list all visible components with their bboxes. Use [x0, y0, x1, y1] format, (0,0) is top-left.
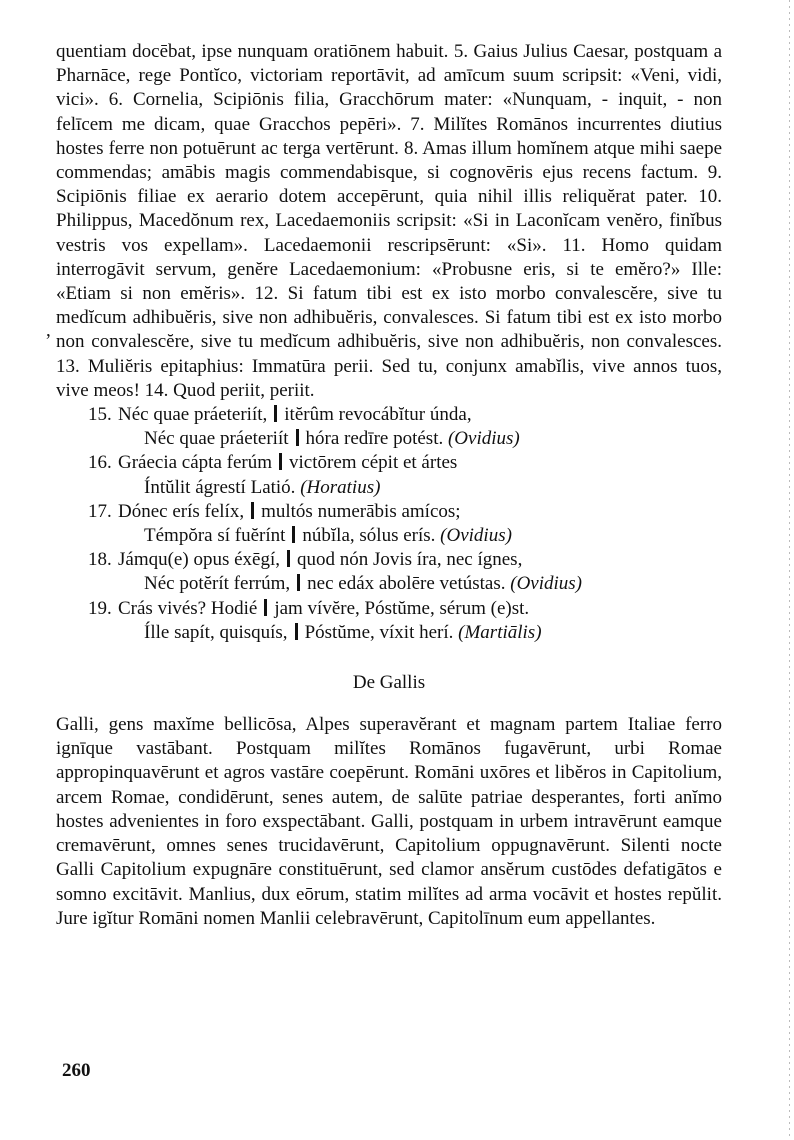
paragraph-sentences: quentiam docēbat, ipse nunquam oratiōnem habuit. 5. Gaius Julius Caesar, postquam a Pharnāce, rege Pontĭco, victoriam reportāvit, ad amīcum suum scripsit: «Veni, vidi, vici». 6. Cornelia, Scipiōnis filia, Gracchōrum mater: «Nunquam, - inquit, - non felīcem me dicam, quae Gracchos pepēri». 7. Milĭtes Romānos incurrentes diutius hostes ferre non potuērunt ac terga vertērunt. 8. Amas illum homĭnem atque mihi saepe commendas; amābis magis commendabisque, si cognovēris ejus recens factum. 9. Scipiōnis filiae ex aerario dotem accepērunt, quia nihil illis reliquĕrat pater. 10. Philippus, Macedŏnum rex, Lacedaemoniis scripsit: «Si in Laconĭcam venĕro, finĭbus vestris vos expellam». Lacedaemonii rescripsērunt: «Si». 11. Homo quidam interrogāvit servum, genĕre Lacedaemonium: «Probusne eris, si te emĕro?» Ille: «Etiam si non emĕris». 12. Si fatum tibi est ex isto morbo convalescĕre, sive tu medĭcum adhibuĕris, sive non adhibuĕris, convalesces. Si fatum tibi est ex isto morbo non convalescĕre, sive tu medĭcum adhibuĕris, sive non adhibuĕris, non convalesces. 13. Muliĕris epitaphius: Immatūra perii. Sed tu, conjunx amabĭlis, vive annos tuos, vive meos! 14. Quod periit, periit.: [56, 41, 722, 401]
verse-16: [56, 451, 722, 499]
verse-18: [56, 548, 722, 596]
verse-number: 16.: [88, 452, 112, 474]
verse-line2a: Ílle sapít, quisquís,: [144, 621, 288, 643]
verse-author: (Ovidius): [440, 525, 512, 547]
page-content: [56, 40, 722, 931]
verse-author: (Martiālis): [458, 621, 542, 643]
paragraph-de-gallis: Galli, gens maxĭme bellicōsa, Alpes superavĕrant et magnam partem Italiae ferro ignīque vastābant. Postquam milĭtes Romānos fugavērunt, urbi Romae appropinquavērunt et agros vastāre coepērunt. Romāni uxōres et libĕros in Capitolium, arcem Romae, condidērunt, senes autem, de salūte patriae desperantes, forti anĭmo hostes advenientes in foro exspectābant. Galli, postquam in urbem intravērunt eamque cremavērunt, omnes senes trucidavērunt, Capitolium oppugnavērunt. Silenti nocte Galli Capitolium expugnāre constituērunt, sed clamor ansĕrum custōdes defatigātos e somno excitāvit. Manlius, dux eōrum, statim milĭtes ad arma vocāvit et hostes repŭlit. Jure igĭtur Romāni nomen Manlii celebravērunt, Capitolīnum eum appellantes.: [56, 714, 722, 929]
caesura-mark: [297, 574, 300, 591]
verse-line2a: Néc potĕrít ferrúm,: [144, 573, 291, 595]
page-edge: [789, 0, 790, 1140]
verse-number: 19.: [88, 597, 112, 619]
verse-line2b: nec edáx abolēre vetústas.: [307, 573, 506, 595]
caesura-mark: [264, 599, 267, 616]
caesura-mark: [287, 550, 290, 567]
verse-line2a: Néc quae práeteriít: [144, 428, 289, 450]
verse-line1b: victōrem cépit et ártes: [289, 452, 458, 474]
verse-line1a: Gráecia cápta ferúm: [118, 452, 273, 474]
caesura-mark: [279, 453, 282, 470]
verse-number: 18.: [88, 549, 112, 571]
caesura-mark: [296, 429, 299, 446]
verse-line1b: multós numerābis amícos;: [261, 500, 461, 522]
verse-line1a: Dónec erís felíx,: [118, 500, 245, 522]
verse-number: 17.: [88, 500, 112, 522]
caesura-mark: [295, 623, 298, 640]
verse-line2b: núbĭla, sólus erís.: [302, 525, 436, 547]
verse-line2b: Póstŭme, víxit herí.: [304, 621, 454, 643]
verse-line2a: Íntŭlit ágrestí Latió.: [144, 476, 296, 498]
verse-15: [56, 403, 722, 451]
verse-author: (Ovidius): [447, 428, 520, 450]
caesura-mark: [292, 526, 295, 543]
verse-line1b: jam vívĕre, Póstŭme, sérum (e)st.: [274, 597, 530, 619]
verse-line1a: Jámqu(e) opus éxēgí,: [118, 549, 280, 571]
page-number: 260: [62, 1060, 91, 1081]
verse-author: (Ovidius): [510, 573, 583, 595]
verse-17: [56, 500, 722, 548]
margin-comma-mark: ,: [46, 320, 51, 341]
verse-line2a: Témpŏra sí fuĕrínt: [144, 525, 286, 547]
caesura-mark: [274, 405, 277, 422]
verse-19: [56, 597, 722, 645]
verse-line1a: Crás vivés? Hodié: [118, 597, 258, 619]
verse-line1a: Néc quae práeteriít,: [118, 404, 268, 426]
section-heading: De Gallis: [352, 672, 426, 694]
verse-number: 15.: [88, 404, 112, 426]
verse-line1b: quod nón Jovis íra, nec ígnes,: [296, 549, 523, 571]
verse-author: (Horatius): [300, 476, 381, 498]
verse-line1b: itĕrûm revocábĭtur únda,: [284, 404, 472, 426]
verse-line2b: hóra redīre potést.: [305, 428, 444, 450]
verses-block: [56, 403, 722, 645]
caesura-mark: [251, 502, 254, 519]
